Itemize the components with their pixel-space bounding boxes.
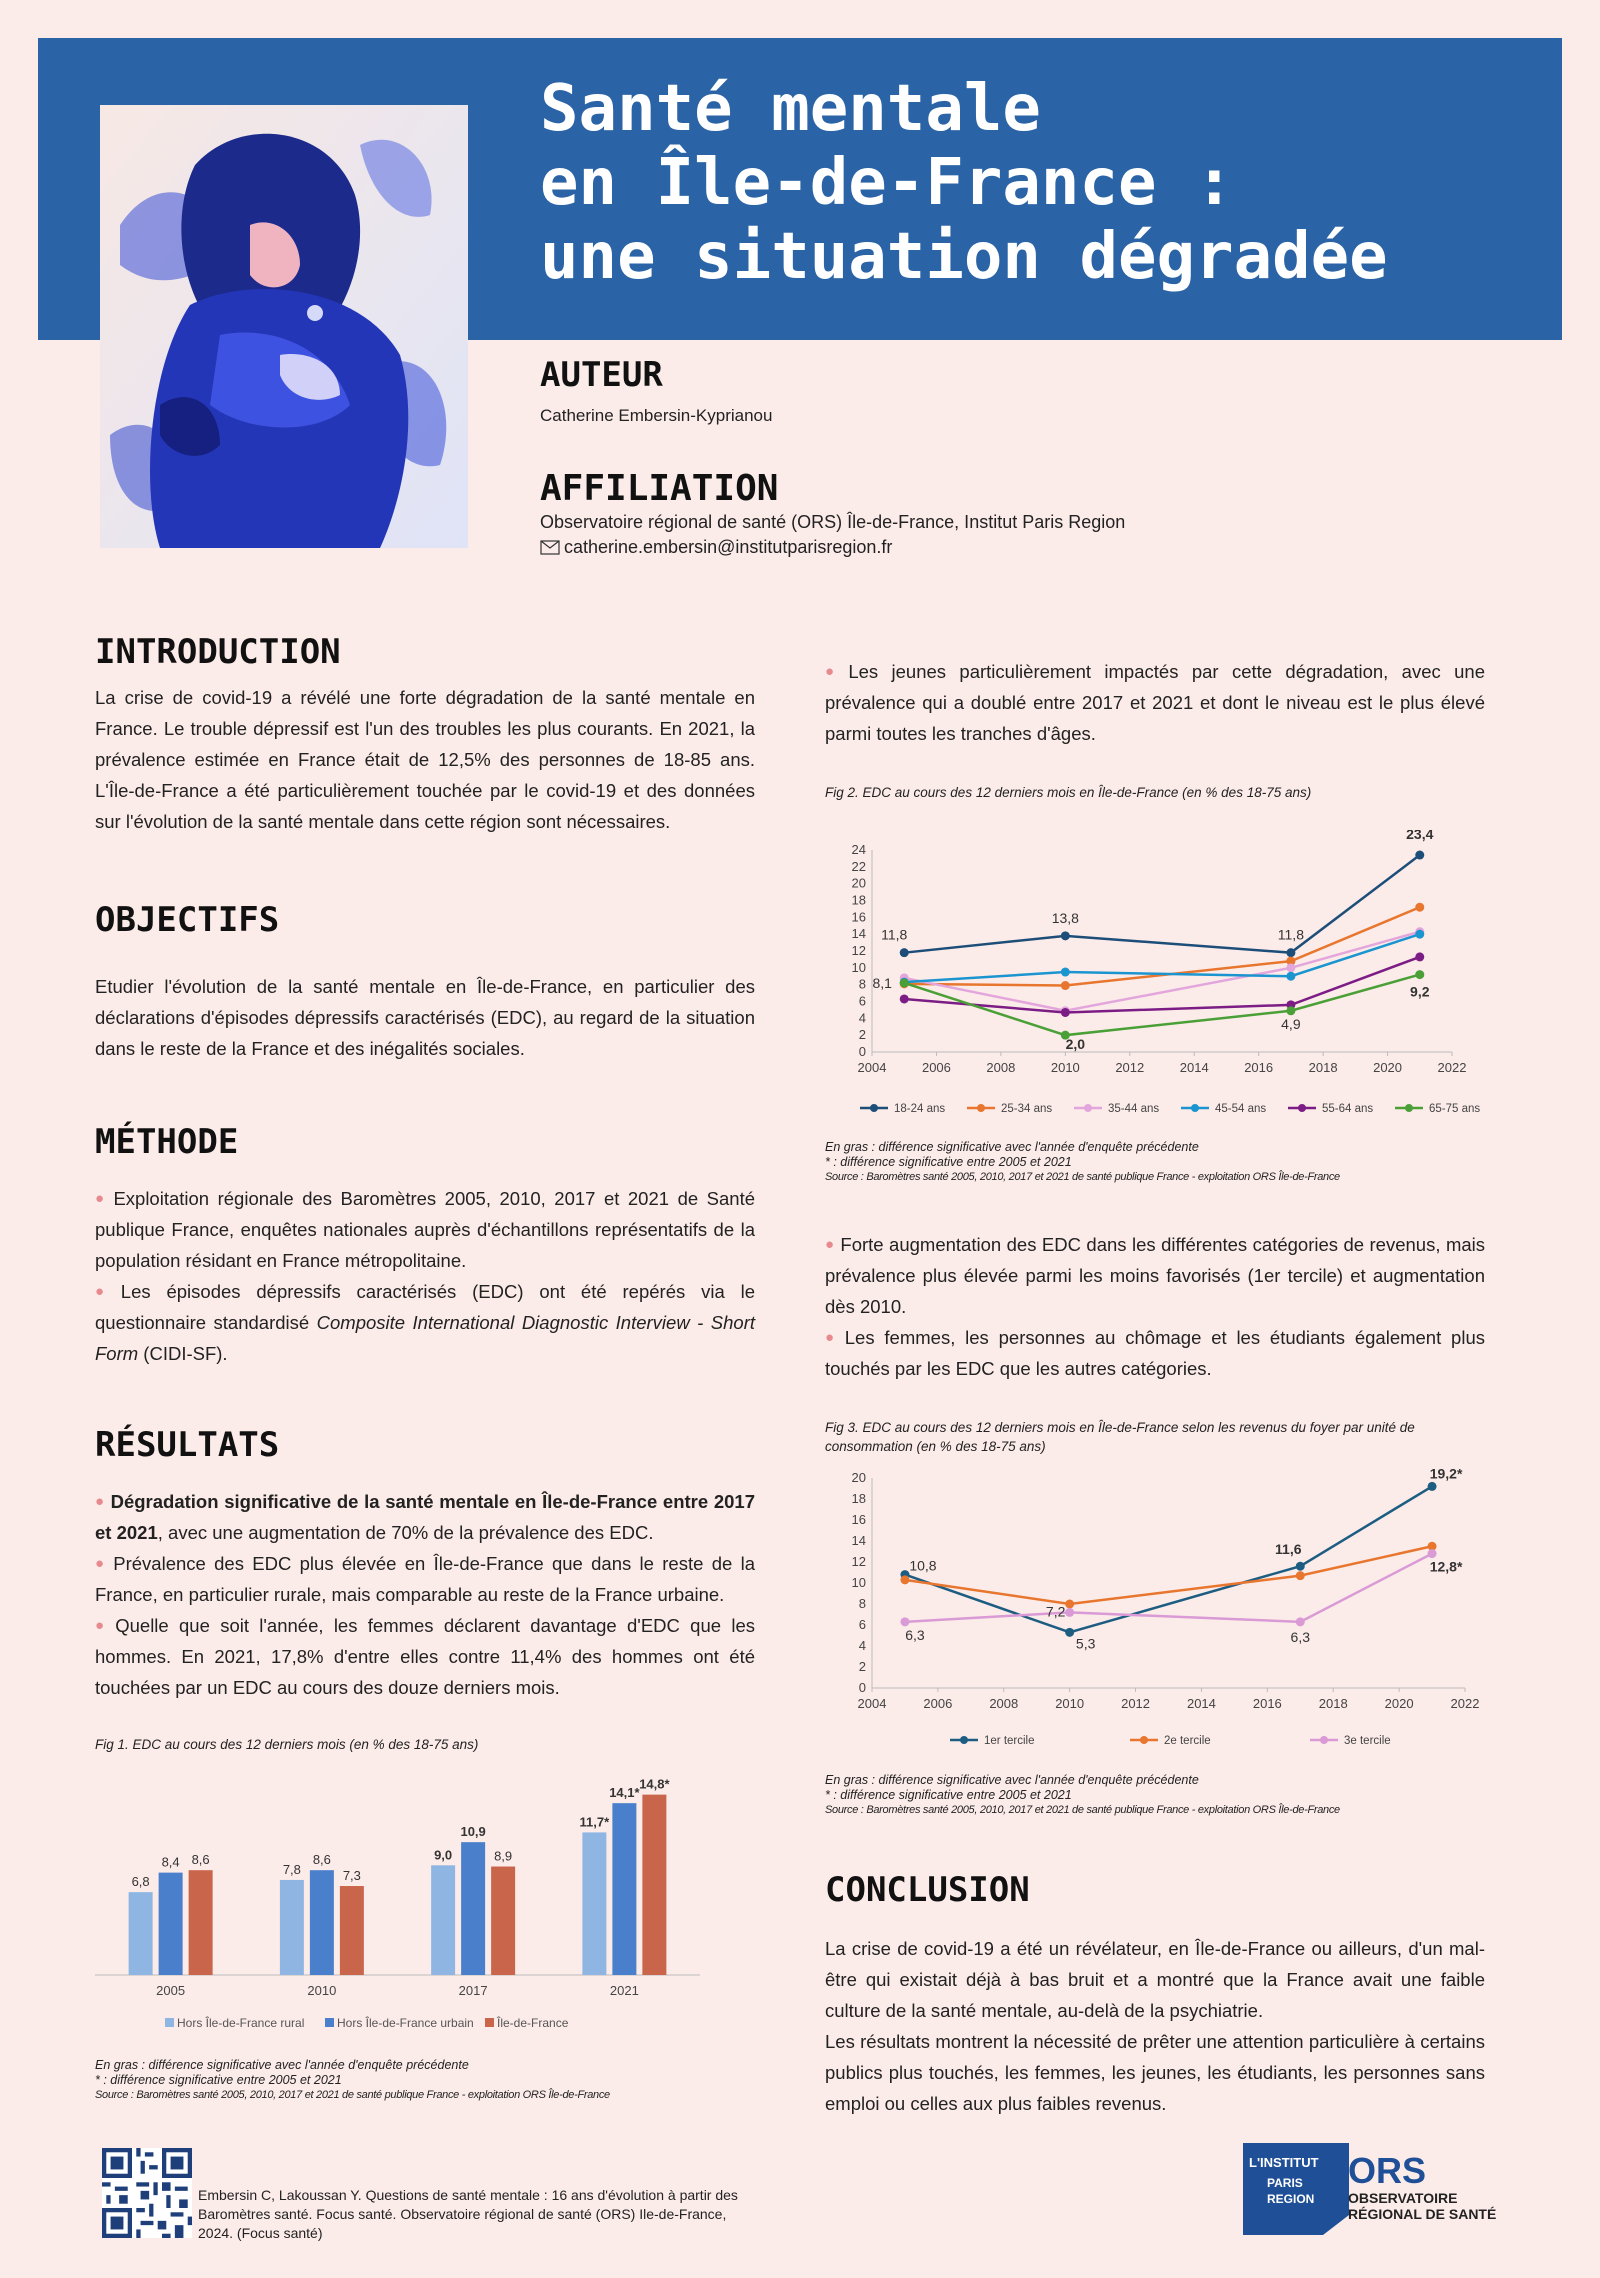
data-point: [1286, 948, 1295, 957]
conclusion-heading: CONCLUSION: [825, 1870, 1030, 1910]
resultats-text: [95, 1486, 755, 1703]
data-label: 7,3: [342, 1868, 361, 1884]
data-point: [900, 1617, 909, 1626]
resultats-heading: RÉSULTATS: [95, 1425, 280, 1465]
title-line: en Île-de-France :: [540, 146, 1234, 220]
x-tick-label: 2022: [1450, 1696, 1480, 1711]
fig2-notes: [825, 1140, 1340, 1185]
y-tick-label: 10: [851, 959, 866, 975]
institut-paris-region-logo: [1243, 2143, 1349, 2235]
x-tick-label: 2010: [1055, 1696, 1085, 1711]
x-tick-label: 2016: [1244, 1060, 1274, 1075]
y-tick-label: 2: [858, 1027, 866, 1043]
data-label: 7,2: [1045, 1603, 1066, 1620]
data-point: [1065, 1600, 1074, 1609]
resultats-bullet-1-bold: Dégradation significative de la santé mentale en Île-de-France entre 2017 et 2021: [95, 1491, 755, 1543]
affiliation-text: Observatoire régional de santé (ORS) Île-de-France, Institut Paris Region: [540, 512, 1126, 532]
x-tick-label: 2004: [857, 1060, 887, 1075]
x-tick-label: 2017: [458, 1983, 488, 1998]
x-tick-label: 2012: [1115, 1060, 1145, 1075]
data-label: 2,0: [1065, 1036, 1086, 1053]
logo1-line: PARIS: [1267, 2176, 1303, 2190]
x-tick-label: 2014: [1179, 1060, 1209, 1075]
legend-swatch: [325, 2018, 334, 2027]
data-point: [1065, 1608, 1074, 1617]
data-point: [1286, 1006, 1295, 1015]
y-tick-label: 16: [851, 1512, 866, 1527]
data-point: [1415, 952, 1424, 961]
poster-title: [540, 72, 1550, 294]
x-tick-label: 2006: [921, 1060, 951, 1075]
data-label: 14,1*: [609, 1785, 640, 1801]
data-label: 5,3: [1075, 1635, 1096, 1652]
revenus-text: [825, 1229, 1485, 1384]
x-tick-label: 2006: [923, 1696, 953, 1711]
data-point: [1061, 931, 1070, 940]
legend-label: Hors Île-de-France urbain: [337, 2016, 474, 2030]
data-point: [1428, 1549, 1437, 1558]
bar: [431, 1865, 455, 1975]
y-tick-label: 18: [851, 1491, 866, 1506]
data-point: [1428, 1482, 1437, 1491]
legend-marker: [1298, 1104, 1306, 1112]
objectifs-heading: OBJECTIFS: [95, 900, 280, 940]
author-heading: AUTEUR: [540, 355, 663, 395]
x-tick-label: 2016: [1252, 1696, 1282, 1711]
methode-heading: MÉTHODE: [95, 1122, 239, 1162]
bullet-icon: ●: [95, 1190, 108, 1207]
ors-logo-line: OBSERVATOIRE: [1348, 2190, 1458, 2206]
resultats-bullet-3: Quelle que soit l'année, les femmes déclarent davantage d'EDC que les hommes. En 2021, 17,8% d'entre elles contre 11,4% des hommes ont été touchées par un EDC au cours des douze derniers mois.: [95, 1615, 756, 1698]
ors-logo-text: ORS: [1348, 2150, 1427, 2191]
x-tick-label: 2018: [1318, 1696, 1348, 1711]
data-label: 9,0: [434, 1847, 453, 1863]
y-tick-label: 6: [858, 993, 866, 1009]
note-source: Source : Baromètres santé 2005, 2010, 2017 et 2021 de santé publique France - exploitation ORS Île-de-France: [95, 2089, 610, 2101]
x-tick-label: 2010: [307, 1983, 337, 1998]
bar: [491, 1867, 515, 1975]
x-tick-label: 2020: [1384, 1696, 1414, 1711]
bar: [280, 1880, 304, 1975]
legend-label: 35-44 ans: [1108, 1103, 1160, 1115]
y-tick-label: 14: [851, 926, 866, 942]
note-star: * : différence significative entre 2005 et 2021: [825, 1788, 1072, 1802]
qr-code-icon[interactable]: [102, 2148, 192, 2238]
data-point: [1415, 970, 1424, 979]
note-gras: En gras : différence significative avec l'année d'enquête précédente: [95, 2058, 469, 2072]
data-label: 8,4: [161, 1854, 180, 1870]
data-label: 7,8: [282, 1861, 301, 1877]
data-label: 8,6: [312, 1852, 331, 1868]
data-point: [900, 1575, 909, 1584]
affiliation-heading: AFFILIATION: [540, 468, 779, 509]
data-point: [900, 994, 909, 1003]
email-line: [540, 537, 892, 558]
title-line: une situation dégradée: [540, 220, 1388, 294]
y-tick-label: 10: [851, 1575, 866, 1590]
series-line: [904, 855, 1420, 953]
bullet-icon: ●: [95, 1493, 105, 1510]
data-label: 4,9: [1281, 1015, 1301, 1032]
x-tick-label: 2010: [1050, 1060, 1080, 1075]
bullet-icon: ●: [95, 1555, 108, 1572]
data-label: 23,4: [1406, 830, 1434, 843]
legend-marker: [977, 1104, 985, 1112]
fig2-chart: [820, 830, 1490, 1115]
y-tick-label: 24: [851, 842, 866, 857]
bar: [582, 1832, 606, 1975]
legend-marker: [1191, 1104, 1199, 1112]
x-tick-label: 2022: [1437, 1060, 1467, 1075]
x-tick-label: 2018: [1308, 1060, 1338, 1075]
x-tick-label: 2008: [989, 1696, 1019, 1711]
resultats-bullet-1-rest: , avec une augmentation de 70% de la prévalence des EDC.: [157, 1522, 654, 1543]
fig1-caption: Fig 1. EDC au cours des 12 derniers mois (en % des 18-75 ans): [95, 1737, 479, 1752]
data-label: 11,6: [1275, 1541, 1302, 1558]
data-label: 10,9: [460, 1824, 486, 1840]
data-label: 11,8: [881, 926, 908, 943]
methode-bullet-2-pre: Les épisodes dépressifs caractérisés (EDC) ont été repérés via le questionnaire standardisé: [95, 1281, 755, 1333]
data-label: 12,8*: [1429, 1558, 1463, 1575]
data-label: 8,6: [191, 1852, 210, 1868]
conclusion-p1: La crise de covid-19 a été un révélateur, en Île-de-France ou ailleurs, d'un mal-être qui existait déjà à bas bruit et a montré que la France avait une faible culture de la santé mentale, au-delà de la psychiatrie.: [825, 1938, 1485, 2021]
data-point: [1415, 903, 1424, 912]
legend-marker: [960, 1736, 968, 1744]
ors-logo: [1348, 2152, 1496, 2222]
note-gras: En gras : différence significative avec l'année d'enquête précédente: [825, 1140, 1199, 1154]
y-tick-label: 14: [851, 1533, 866, 1548]
ors-logo-line: RÉGIONAL DE SANTÉ: [1348, 2206, 1497, 2222]
data-label: 8,1: [872, 974, 892, 991]
fig3-caption: Fig 3. EDC au cours des 12 derniers mois en Île-de-France selon les revenus du foyer par unité de consommation (en % des 18-75 ans): [825, 1420, 1415, 1454]
data-point: [1286, 963, 1295, 972]
revenus-bullet: Forte augmentation des EDC dans les différentes catégories de revenus, mais prévalence plus élevée parmi les moins favorisés (1er tercile) et augmentation dès 2010.: [825, 1234, 1485, 1317]
data-point: [900, 948, 909, 957]
introduction-heading: INTRODUCTION: [95, 632, 341, 672]
y-tick-label: 2: [858, 1659, 866, 1674]
fig2-caption: Fig 2. EDC au cours des 12 derniers mois en Île-de-France (en % des 18-75 ans): [825, 785, 1312, 800]
methode-bullet-2-italic: Composite International Diagnostic Interview - Short Form: [95, 1312, 755, 1364]
bullet-icon: ●: [825, 1236, 835, 1253]
y-tick-label: 20: [851, 875, 866, 891]
x-tick-label: 2008: [986, 1060, 1016, 1075]
legend-marker: [1405, 1104, 1413, 1112]
data-point: [1296, 1571, 1305, 1580]
y-tick-label: 8: [858, 1596, 866, 1611]
y-tick-label: 20: [851, 1470, 866, 1485]
legend-label: 1er tercile: [984, 1735, 1035, 1747]
data-point: [1415, 930, 1424, 939]
bullet-icon: ●: [95, 1617, 110, 1634]
introduction-text: La crise de covid-19 a révélé une forte dégradation de la santé mentale en France. Le trouble dépressif est l'un des troubles les plus courants. En 2021, la prévalence estimée en France était de 12,5% des personnes de 18-85 ans. L'Île-de-France a été particulièrement touchée par le covid-19 et des données sur l'évolution de la santé mentale dans cette région sont nécessaires.: [95, 687, 755, 832]
data-point: [900, 978, 909, 987]
data-label: 14,8*: [639, 1776, 670, 1792]
data-point: [1061, 1008, 1070, 1017]
bar: [129, 1892, 153, 1975]
fig3-chart: [820, 1462, 1490, 1762]
x-tick-label: 2004: [857, 1696, 887, 1711]
legend-swatch: [165, 2018, 174, 2027]
data-point: [1286, 972, 1295, 981]
note-source: Source : Baromètres santé 2005, 2010, 2017 et 2021 de santé publique France - exploitation ORS Île-de-France: [825, 1171, 1340, 1183]
legend-label: Hors Île-de-France rural: [177, 2016, 305, 2030]
data-label: 6,8: [131, 1874, 150, 1890]
bar: [461, 1842, 485, 1975]
legend-label: 2e tercile: [1164, 1735, 1211, 1747]
legend-marker: [1320, 1736, 1328, 1744]
y-tick-label: 8: [858, 976, 866, 992]
note-source: Source : Baromètres santé 2005, 2010, 2017 et 2021 de santé publique France - exploitation ORS Île-de-France: [825, 1804, 1340, 1816]
data-label: 8,9: [494, 1848, 513, 1864]
bullet-icon: ●: [95, 1283, 115, 1300]
title-line: Santé mentale: [540, 72, 1041, 146]
bar: [642, 1795, 666, 1975]
conclusion-text: [825, 1933, 1485, 2119]
y-tick-label: 16: [851, 909, 866, 925]
x-tick-label: 2014: [1186, 1696, 1216, 1711]
fig1-notes: [95, 2058, 610, 2103]
methode-bullet-2-post: (CIDI-SF).: [138, 1343, 228, 1364]
y-tick-label: 12: [851, 943, 866, 958]
data-point: [1296, 1562, 1305, 1571]
note-star: * : différence significative entre 2005 et 2021: [95, 2073, 342, 2087]
femmes-bullet: Les femmes, les personnes au chômage et les étudiants également plus touchés par les EDC que les autres catégories.: [825, 1327, 1485, 1379]
methode-text: [95, 1183, 755, 1369]
legend-marker: [870, 1104, 878, 1112]
legend-marker: [1140, 1736, 1148, 1744]
note-gras: En gras : différence significative avec l'année d'enquête précédente: [825, 1773, 1199, 1787]
y-tick-label: 22: [851, 858, 866, 874]
bullet-icon: ●: [825, 1329, 839, 1346]
bar: [340, 1886, 364, 1975]
logo1-line: REGION: [1267, 2192, 1315, 2206]
data-point: [1065, 1628, 1074, 1637]
data-label: 6,3: [1290, 1628, 1311, 1645]
objectifs-text: Etudier l'évolution de la santé mentale en Île-de-France, en particulier des déclarations d'épisodes dépressifs caractérisés (EDC), au regard de la situation dans le reste de la France et des inégalités sociales.: [95, 976, 755, 1059]
y-tick-label: 4: [858, 1638, 866, 1653]
legend-label: 45-54 ans: [1215, 1103, 1267, 1115]
logo1-line: L'INSTITUT: [1249, 2155, 1319, 2170]
data-label: 9,2: [1410, 983, 1430, 1000]
bar: [189, 1870, 213, 1975]
x-tick-label: 2005: [156, 1983, 186, 1998]
jeunes-text: [825, 656, 1485, 749]
fig1-chart: [95, 1760, 735, 2040]
legend-marker: [1084, 1104, 1092, 1112]
bullet-icon: ●: [825, 663, 843, 680]
x-tick-label: 2012: [1121, 1696, 1151, 1711]
reference-text: Embersin C, Lakoussan Y. Questions de santé mentale : 16 ans d'évolution à partir des Baromètres santé. Focus santé. Observatoire régional de santé (ORS) Ile-de-France, 2024. (Focus santé): [198, 2187, 738, 2241]
legend-label: Île-de-France: [497, 2016, 569, 2030]
data-label: 11,8: [1277, 926, 1304, 943]
legend-swatch: [485, 2018, 494, 2027]
legend-label: 55-64 ans: [1322, 1103, 1374, 1115]
data-label: 10,8: [909, 1557, 937, 1574]
bar: [612, 1803, 636, 1975]
y-tick-label: 12: [851, 1554, 866, 1569]
y-tick-label: 4: [858, 1010, 866, 1026]
email-link[interactable]: catherine.embersin@institutparisregion.fr: [564, 537, 893, 557]
data-label: 19,2*: [1429, 1465, 1463, 1482]
illustration-image: [100, 105, 468, 548]
data-label: 11,7*: [579, 1814, 610, 1830]
series-line: [904, 934, 1420, 982]
legend-label: 65-75 ans: [1429, 1103, 1481, 1115]
data-point: [1061, 981, 1070, 990]
data-point: [1415, 851, 1424, 860]
methode-bullet-1: Exploitation régionale des Baromètres 2005, 2010, 2017 et 2021 de Santé publique France, enquêtes nationales auprès d'échantillons représentatifs de la population résidant en France métropolitaine.: [95, 1188, 755, 1271]
series-line: [905, 1486, 1432, 1632]
legend-label: 3e tercile: [1344, 1735, 1391, 1747]
fig3-notes: [825, 1773, 1340, 1818]
note-star: * : différence significative entre 2005 et 2021: [825, 1155, 1072, 1169]
bar: [310, 1870, 334, 1975]
legend-label: 18-24 ans: [894, 1103, 946, 1115]
y-tick-label: 0: [858, 1680, 866, 1695]
data-point: [1061, 968, 1070, 977]
data-point: [1296, 1617, 1305, 1626]
x-tick-label: 2021: [609, 1983, 639, 1998]
y-tick-label: 6: [858, 1617, 866, 1632]
bar: [159, 1873, 183, 1975]
x-tick-label: 2020: [1373, 1060, 1403, 1075]
resultats-bullet-2: Prévalence des EDC plus élevée en Île-de-France que dans le reste de la France, en particulier rurale, mais comparable au reste de la France urbaine.: [95, 1553, 756, 1605]
y-tick-label: 18: [851, 892, 866, 908]
data-label: 13,8: [1051, 909, 1079, 926]
author-name: Catherine Embersin-Kyprianou: [540, 406, 773, 425]
data-label: 6,3: [905, 1626, 925, 1643]
legend-label: 25-34 ans: [1001, 1103, 1053, 1115]
y-tick-label: 0: [858, 1044, 866, 1059]
conclusion-p2: Les résultats montrent la nécessité de prêter une attention particulière à certains publics plus touchés, les femmes, les jeunes, les étudiants, les personnes sans emploi ou celles aux plus faibles revenus.: [825, 2031, 1485, 2114]
envelope-icon: [540, 540, 560, 555]
jeunes-bullet: Les jeunes particulièrement impactés par cette dégradation, avec une prévalence qui a doublé entre 2017 et 2021 et dont le niveau est le plus élevé parmi toutes les tranches d'âges.: [825, 661, 1485, 744]
